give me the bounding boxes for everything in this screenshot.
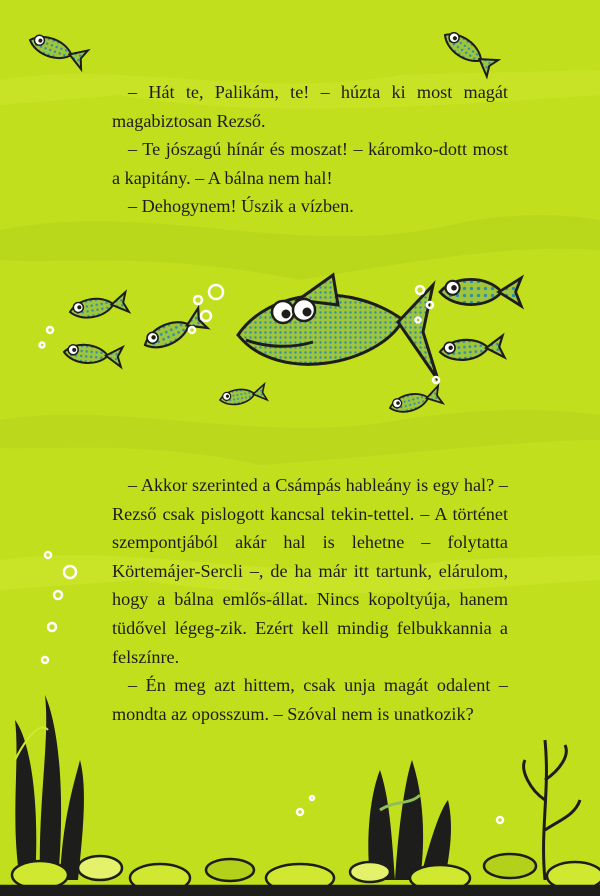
paragraph: – Dehogynem! Úszik a vízben.: [128, 196, 354, 217]
seaweed-icon: [15, 695, 84, 880]
fish-icon: [388, 386, 443, 417]
fish-icon: [63, 342, 123, 367]
text-block-top: [112, 78, 508, 221]
fish-icon: [68, 292, 129, 322]
paragraph: – Én meg azt hittem, csak unja magát odalent – mondta az oposszum. – Szóval nem is unatkozik?: [112, 675, 508, 724]
paragraph: – Te jószagú hínár és moszat! – káromko-dott most a kapitány. – A bálna nem hal!: [112, 139, 508, 188]
fish-icon: [219, 384, 267, 408]
pebble-icon: [0, 854, 600, 896]
fish-icon: [27, 31, 88, 70]
fish-icon: [140, 308, 207, 355]
fish-icon: [439, 335, 504, 362]
paragraph: – Hát te, Palikám, te! – húzta ki most magát magabiztosan Rezső.: [112, 82, 508, 131]
fish-icon: [440, 278, 521, 306]
fish-icon: [238, 275, 438, 380]
paragraph: – Akkor szerinted a Csámpás hableány is egy hal? – Rezső csak pislogott kancsal tekin-tettel. – A történet szempontjából akár hal is lehetne – folytatta Körtemájer-Sercli –, de ha már itt tartunk, elárulom, hogy a bálna emlős-állat. Nincs kopoltyúja, hanem tüdővel légeg-zik. Ezért kell mindig felbukkannia a felszínre.: [112, 475, 508, 667]
text-block-bottom: [112, 471, 508, 728]
fish-icon: [439, 27, 498, 77]
coral-icon: [368, 760, 451, 880]
